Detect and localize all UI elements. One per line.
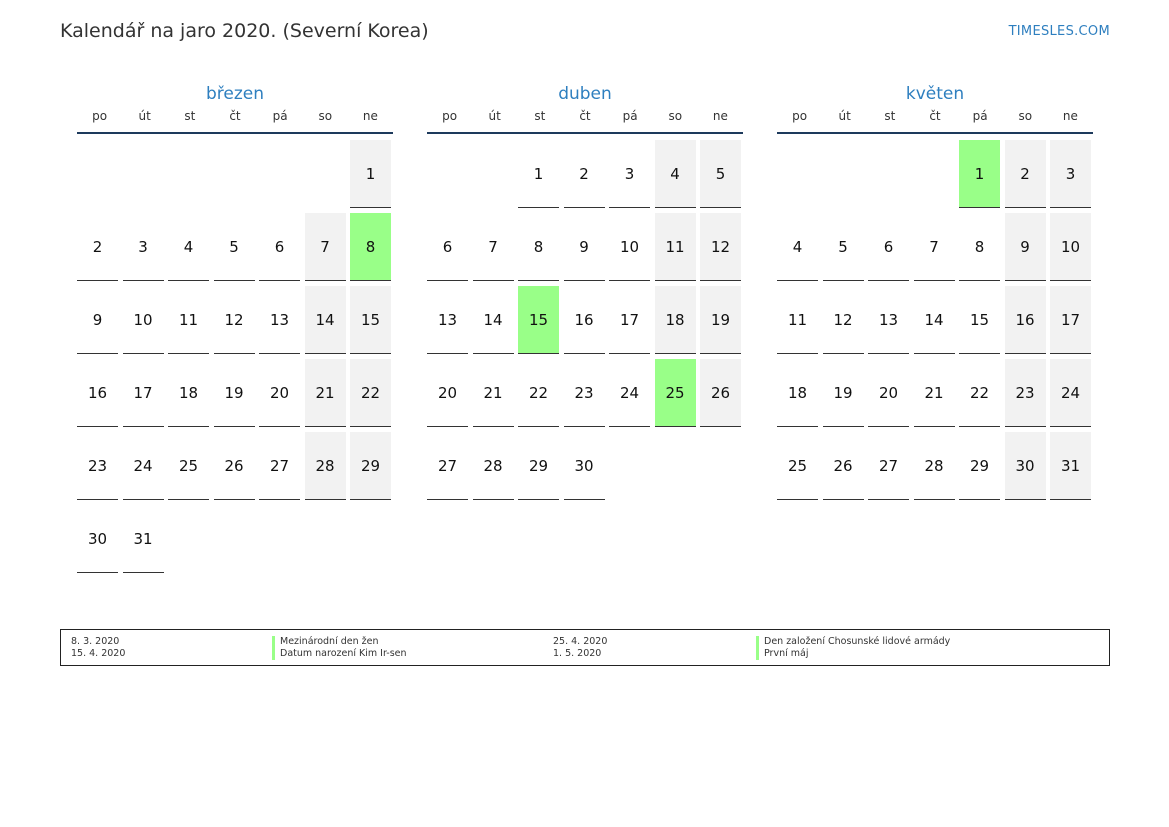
day-cell: 27 — [427, 432, 468, 500]
legend-descs-2 — [756, 636, 950, 660]
day-cell: 2 — [564, 140, 605, 208]
weekday-label: čt — [579, 109, 591, 123]
day-cell: 2 — [77, 213, 118, 281]
day-cell: 12 — [823, 286, 864, 354]
weekday-label: čt — [929, 109, 941, 123]
legend-description: Mezinárodní den žen — [272, 636, 407, 648]
weekday-label: po — [92, 109, 108, 123]
day-cell: 14 — [914, 286, 955, 354]
weekday-label: po — [442, 109, 458, 123]
day-cell: 9 — [564, 213, 605, 281]
month-march — [77, 84, 393, 548]
weekday-label: út — [488, 109, 501, 123]
day-cell: 7 — [305, 213, 346, 281]
weekday-label: st — [184, 109, 196, 123]
day-cell: 26 — [700, 359, 741, 427]
day-cell: 15 — [959, 286, 1000, 354]
day-cell: 26 — [823, 432, 864, 500]
day-cell: 29 — [959, 432, 1000, 500]
day-cell: 7 — [473, 213, 514, 281]
day-cell: 1 — [518, 140, 559, 208]
month-april — [427, 84, 743, 475]
day-cell: 8 — [959, 213, 1000, 281]
day-cell: 13 — [868, 286, 909, 354]
holiday-day-cell: 1 — [959, 140, 1000, 208]
month-may — [777, 84, 1093, 475]
weekday-label: út — [138, 109, 151, 123]
day-cell: 28 — [473, 432, 514, 500]
day-cell: 28 — [914, 432, 955, 500]
day-cell: 5 — [823, 213, 864, 281]
day-cell: 9 — [1005, 213, 1046, 281]
weekday-label: so — [668, 109, 683, 123]
legend-date: 8. 3. 2020 — [71, 636, 120, 647]
month-name: duben — [558, 84, 612, 104]
weekday-label: ne — [712, 109, 728, 123]
day-cell: 25 — [777, 432, 818, 500]
day-cell: 13 — [427, 286, 468, 354]
day-cell: 16 — [1005, 286, 1046, 354]
day-cell: 6 — [259, 213, 300, 281]
day-cell: 20 — [868, 359, 909, 427]
day-cell: 23 — [564, 359, 605, 427]
day-cell: 17 — [609, 286, 650, 354]
weekday-label: so — [1018, 109, 1033, 123]
day-cell: 14 — [473, 286, 514, 354]
weekday-label: čt — [229, 109, 241, 123]
day-cell: 18 — [777, 359, 818, 427]
day-cell: 20 — [427, 359, 468, 427]
day-cell: 19 — [823, 359, 864, 427]
legend-dates-1 — [71, 636, 125, 660]
day-cell: 5 — [700, 140, 741, 208]
weekday-label: pá — [622, 109, 638, 123]
day-cell: 14 — [305, 286, 346, 354]
day-cell: 31 — [123, 505, 164, 573]
weekday-label: po — [792, 109, 808, 123]
day-cell: 29 — [518, 432, 559, 500]
day-cell: 1 — [350, 140, 391, 208]
day-cell: 10 — [609, 213, 650, 281]
day-cell: 20 — [259, 359, 300, 427]
weekday-label: pá — [272, 109, 288, 123]
day-cell: 18 — [168, 359, 209, 427]
month-name: květen — [905, 84, 965, 104]
day-cell: 16 — [77, 359, 118, 427]
day-cell: 22 — [518, 359, 559, 427]
day-cell: 19 — [700, 286, 741, 354]
day-cell: 23 — [1005, 359, 1046, 427]
day-cell: 11 — [777, 286, 818, 354]
page-title: Kalendář na jaro 2020. (Severní Korea) — [60, 20, 429, 42]
legend-dates-2 — [553, 636, 607, 660]
day-cell: 30 — [77, 505, 118, 573]
weekday-header — [427, 108, 743, 134]
day-cell: 10 — [1050, 213, 1091, 281]
holiday-day-cell: 25 — [655, 359, 696, 427]
day-cell: 11 — [168, 286, 209, 354]
day-cell: 19 — [214, 359, 255, 427]
day-cell: 23 — [77, 432, 118, 500]
day-cell: 17 — [1050, 286, 1091, 354]
day-cell: 22 — [350, 359, 391, 427]
weekday-label: ne — [362, 109, 378, 123]
legend-description: Datum narození Kim Ir-sen — [272, 648, 407, 660]
holiday-legend — [60, 629, 1110, 666]
day-cell: 7 — [914, 213, 955, 281]
day-cell: 8 — [518, 213, 559, 281]
day-cell: 24 — [123, 432, 164, 500]
day-cell: 30 — [564, 432, 605, 500]
day-cell: 5 — [214, 213, 255, 281]
day-cell: 6 — [427, 213, 468, 281]
legend-date: 25. 4. 2020 — [553, 636, 608, 647]
day-cell: 4 — [777, 213, 818, 281]
day-cell: 2 — [1005, 140, 1046, 208]
day-cell: 11 — [655, 213, 696, 281]
weekday-header — [77, 108, 393, 134]
weekday-label: st — [534, 109, 546, 123]
weekday-label: út — [838, 109, 851, 123]
day-cell: 12 — [214, 286, 255, 354]
day-cell: 28 — [305, 432, 346, 500]
day-cell: 27 — [259, 432, 300, 500]
holiday-day-cell: 15 — [518, 286, 559, 354]
day-cell: 3 — [123, 213, 164, 281]
weekday-label: ne — [1062, 109, 1078, 123]
brand-link[interactable]: TIMESLES.COM — [1008, 24, 1110, 39]
day-cell: 3 — [609, 140, 650, 208]
day-cell: 18 — [655, 286, 696, 354]
day-cell: 4 — [168, 213, 209, 281]
day-cell: 13 — [259, 286, 300, 354]
day-cell: 17 — [123, 359, 164, 427]
day-cell: 22 — [959, 359, 1000, 427]
day-cell: 21 — [305, 359, 346, 427]
day-cell: 15 — [350, 286, 391, 354]
legend-descs-1 — [272, 636, 407, 660]
day-cell: 27 — [868, 432, 909, 500]
weekday-label: so — [318, 109, 333, 123]
day-cell: 29 — [350, 432, 391, 500]
day-cell: 30 — [1005, 432, 1046, 500]
weekday-header — [777, 108, 1093, 134]
month-name: březen — [205, 84, 265, 104]
day-cell: 12 — [700, 213, 741, 281]
day-cell: 6 — [868, 213, 909, 281]
day-cell: 24 — [1050, 359, 1091, 427]
weekday-label: pá — [972, 109, 988, 123]
day-cell: 16 — [564, 286, 605, 354]
day-cell: 25 — [168, 432, 209, 500]
legend-description: První máj — [756, 648, 950, 660]
legend-date: 15. 4. 2020 — [71, 648, 126, 659]
weekday-label: st — [884, 109, 896, 123]
day-cell: 10 — [123, 286, 164, 354]
day-cell: 21 — [914, 359, 955, 427]
legend-description: Den založení Chosunské lidové armády — [756, 636, 950, 648]
holiday-day-cell: 8 — [350, 213, 391, 281]
day-cell: 4 — [655, 140, 696, 208]
day-cell: 31 — [1050, 432, 1091, 500]
legend-date: 1. 5. 2020 — [553, 648, 602, 659]
day-cell: 9 — [77, 286, 118, 354]
day-cell: 24 — [609, 359, 650, 427]
day-cell: 21 — [473, 359, 514, 427]
day-cell: 3 — [1050, 140, 1091, 208]
day-cell: 26 — [214, 432, 255, 500]
